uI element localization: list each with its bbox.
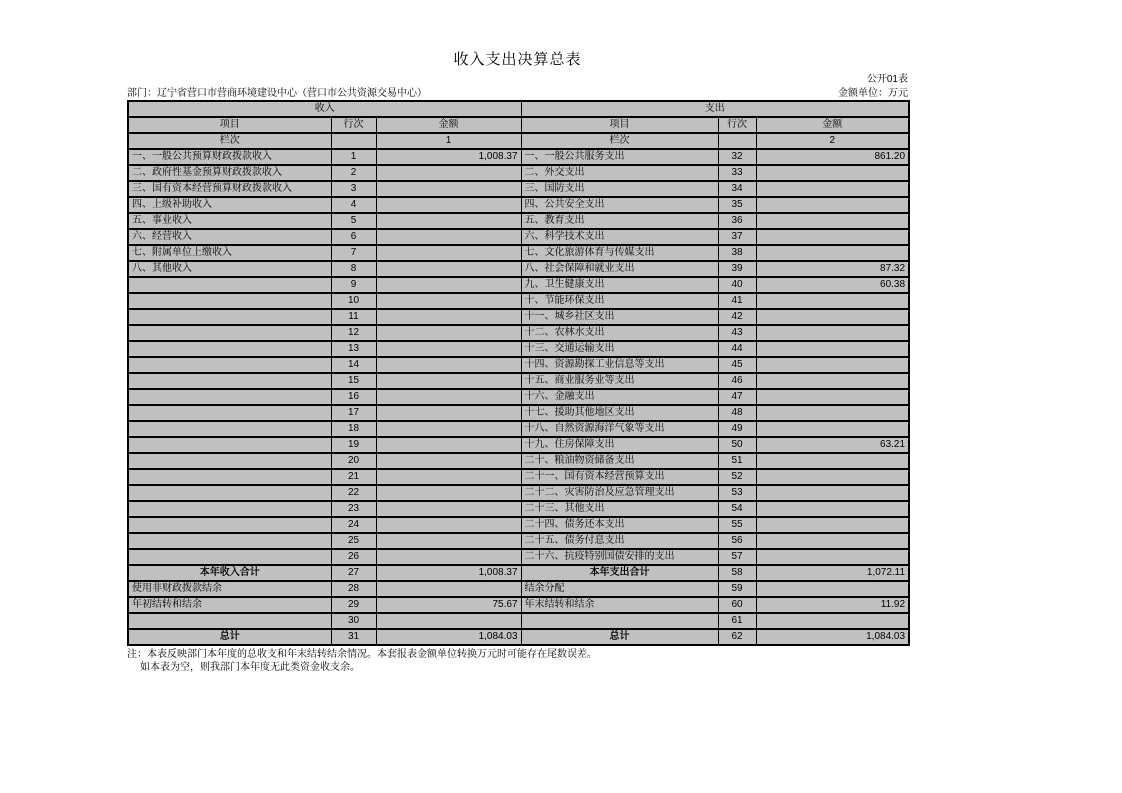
income-amount-cell xyxy=(376,261,521,277)
income-line-cell: 26 xyxy=(331,549,376,565)
table-row xyxy=(128,565,909,581)
table-row xyxy=(128,181,909,197)
expense-amount-cell: 63.21 xyxy=(756,437,909,453)
income-amount-cell xyxy=(376,613,521,629)
income-amount-cell: 75.67 xyxy=(376,597,521,613)
income-line-cell: 3 xyxy=(331,181,376,197)
expense-item-cell: 十六、金融支出 xyxy=(521,389,718,405)
income-line-cell: 23 xyxy=(331,501,376,517)
expense-item-cell: 二、外交支出 xyxy=(521,165,718,181)
table-row xyxy=(128,309,909,325)
expense-amount-cell xyxy=(756,421,909,437)
section-header-row xyxy=(128,101,909,117)
expense-amount-cell: 11.92 xyxy=(756,597,909,613)
income-line-cell: 22 xyxy=(331,485,376,501)
income-item-cell: 本年收入合计 xyxy=(128,565,331,581)
income-line-cell: 18 xyxy=(331,421,376,437)
expense-line-cell: 49 xyxy=(718,421,756,437)
table-row xyxy=(128,197,909,213)
income-item-cell xyxy=(128,501,331,517)
income-line-cell: 25 xyxy=(331,533,376,549)
income-index-label: 栏次 xyxy=(128,133,331,149)
income-line-cell: 12 xyxy=(331,325,376,341)
expense-line-cell: 62 xyxy=(718,629,756,645)
expense-line-cell: 55 xyxy=(718,517,756,533)
expense-amount-cell xyxy=(756,533,909,549)
income-column-index: 1 xyxy=(376,133,521,149)
expense-line-cell: 40 xyxy=(718,277,756,293)
income-item-cell: 使用非财政拨款结余 xyxy=(128,581,331,597)
income-item-cell xyxy=(128,437,331,453)
table-row xyxy=(128,469,909,485)
expense-item-cell: 九、卫生健康支出 xyxy=(521,277,718,293)
column-index-row xyxy=(128,133,909,149)
expense-item-cell: 五、教育支出 xyxy=(521,213,718,229)
income-line-cell: 6 xyxy=(331,229,376,245)
income-amount-cell xyxy=(376,501,521,517)
expense-line-cell: 38 xyxy=(718,245,756,261)
expense-line-cell: 35 xyxy=(718,197,756,213)
table-row xyxy=(128,389,909,405)
income-amount-cell xyxy=(376,469,521,485)
column-header-row xyxy=(128,117,909,133)
income-item-cell xyxy=(128,405,331,421)
footnotes xyxy=(127,648,908,674)
expense-item-cell: 十二、农林水支出 xyxy=(521,325,718,341)
income-item-cell: 三、国有资本经营预算财政拨款收入 xyxy=(128,181,331,197)
expense-line-cell: 59 xyxy=(718,581,756,597)
income-amount-cell xyxy=(376,373,521,389)
expense-line-cell: 42 xyxy=(718,309,756,325)
expense-amount-cell xyxy=(756,165,909,181)
table-row xyxy=(128,533,909,549)
expense-amount-cell xyxy=(756,341,909,357)
table-row xyxy=(128,357,909,373)
income-line-cell: 8 xyxy=(331,261,376,277)
expense-item-cell: 一、一般公共服务支出 xyxy=(521,149,718,165)
income-amount-cell xyxy=(376,277,521,293)
income-item-cell: 五、事业收入 xyxy=(128,213,331,229)
income-line-cell: 24 xyxy=(331,517,376,533)
income-line-cell: 5 xyxy=(331,213,376,229)
table-row xyxy=(128,293,909,309)
expense-amount-cell xyxy=(756,613,909,629)
note-line-1: 注：本表反映部门本年度的总收支和年末结转结余情况。本套报表金额单位转换万元时可能存在尾数误差。 xyxy=(127,649,597,660)
income-item-cell xyxy=(128,373,331,389)
expense-line-cell: 32 xyxy=(718,149,756,165)
table-row xyxy=(128,613,909,629)
income-item-cell: 一、一般公共预算财政拨款收入 xyxy=(128,149,331,165)
income-item-cell: 八、其他收入 xyxy=(128,261,331,277)
expense-item-cell: 十八、自然资源海洋气象等支出 xyxy=(521,421,718,437)
income-item-cell xyxy=(128,309,331,325)
page-title: 收入支出决算总表 xyxy=(453,51,582,68)
income-amount-cell xyxy=(376,309,521,325)
expense-amount-cell xyxy=(756,309,909,325)
expense-item-cell: 二十、粮油物资储备支出 xyxy=(521,453,718,469)
expense-amount-header: 金额 xyxy=(756,117,909,133)
income-line-cell: 14 xyxy=(331,357,376,373)
income-amount-cell xyxy=(376,437,521,453)
table-row xyxy=(128,405,909,421)
income-line-cell: 29 xyxy=(331,597,376,613)
table-row xyxy=(128,325,909,341)
expense-section-header: 支出 xyxy=(521,101,909,117)
income-line-cell: 30 xyxy=(331,613,376,629)
income-amount-cell xyxy=(376,229,521,245)
table-row xyxy=(128,581,909,597)
income-item-cell xyxy=(128,469,331,485)
expense-line-cell: 60 xyxy=(718,597,756,613)
income-amount-cell xyxy=(376,389,521,405)
table-row xyxy=(128,229,909,245)
income-line-cell: 11 xyxy=(331,309,376,325)
expense-line-cell: 47 xyxy=(718,389,756,405)
expense-item-cell: 十、节能环保支出 xyxy=(521,293,718,309)
expense-item-cell: 十五、商业服务业等支出 xyxy=(521,373,718,389)
income-amount-cell xyxy=(376,181,521,197)
table-row xyxy=(128,341,909,357)
expense-item-cell: 二十六、抗疫特别国债安排的支出 xyxy=(521,549,718,565)
income-item-cell: 二、政府性基金预算财政拨款收入 xyxy=(128,165,331,181)
income-item-cell: 六、经营收入 xyxy=(128,229,331,245)
expense-amount-cell: 861.20 xyxy=(756,149,909,165)
expense-amount-cell: 60.38 xyxy=(756,277,909,293)
expense-line-cell: 50 xyxy=(718,437,756,453)
income-item-cell xyxy=(128,613,331,629)
income-amount-cell: 1,084.03 xyxy=(376,629,521,645)
expense-line-cell: 39 xyxy=(718,261,756,277)
expense-line-cell: 52 xyxy=(718,469,756,485)
income-section-header: 收入 xyxy=(128,101,521,117)
expense-amount-cell: 1,084.03 xyxy=(756,629,909,645)
expense-amount-cell xyxy=(756,181,909,197)
income-line-cell: 16 xyxy=(331,389,376,405)
income-item-cell xyxy=(128,453,331,469)
expense-index-label: 栏次 xyxy=(521,133,718,149)
expense-amount-cell xyxy=(756,405,909,421)
income-line-header: 行次 xyxy=(331,117,376,133)
income-line-cell: 9 xyxy=(331,277,376,293)
income-amount-cell xyxy=(376,421,521,437)
department-label: 部门：辽宁省营口市营商环境建设中心（营口市公共资源交易中心） xyxy=(127,88,427,99)
budget-summary-table xyxy=(127,100,910,646)
expense-line-cell: 46 xyxy=(718,373,756,389)
income-amount-cell xyxy=(376,453,521,469)
expense-amount-cell xyxy=(756,293,909,309)
income-line-cell: 15 xyxy=(331,373,376,389)
income-line-cell: 27 xyxy=(331,565,376,581)
income-amount-cell xyxy=(376,517,521,533)
income-amount-cell xyxy=(376,213,521,229)
expense-amount-cell xyxy=(756,517,909,533)
income-item-cell xyxy=(128,421,331,437)
income-item-cell xyxy=(128,277,331,293)
expense-item-cell: 二十一、国有资本经营预算支出 xyxy=(521,469,718,485)
expense-item-cell: 三、国防支出 xyxy=(521,181,718,197)
income-item-cell xyxy=(128,549,331,565)
expense-line-cell: 54 xyxy=(718,501,756,517)
expense-line-cell: 58 xyxy=(718,565,756,581)
expense-item-cell xyxy=(521,613,718,629)
income-amount-cell xyxy=(376,357,521,373)
table-row xyxy=(128,629,909,645)
table-row xyxy=(128,149,909,165)
income-line-cell: 2 xyxy=(331,165,376,181)
unit-label: 金额单位：万元 xyxy=(838,88,908,99)
expense-amount-cell xyxy=(756,389,909,405)
expense-line-cell: 33 xyxy=(718,165,756,181)
expense-column-index: 2 xyxy=(756,133,909,149)
income-amount-cell xyxy=(376,581,521,597)
table-code: 公开01表 xyxy=(866,74,908,85)
income-item-cell xyxy=(128,533,331,549)
expense-item-header: 项目 xyxy=(521,117,718,133)
expense-amount-cell xyxy=(756,581,909,597)
expense-line-cell: 44 xyxy=(718,341,756,357)
expense-line-cell: 43 xyxy=(718,325,756,341)
expense-item-cell: 十七、援助其他地区支出 xyxy=(521,405,718,421)
income-amount-cell: 1,008.37 xyxy=(376,565,521,581)
expense-line-header: 行次 xyxy=(718,117,756,133)
table-row xyxy=(128,501,909,517)
expense-line-cell: 34 xyxy=(718,181,756,197)
income-item-header: 项目 xyxy=(128,117,331,133)
expense-item-cell: 二十四、债务还本支出 xyxy=(521,517,718,533)
expense-index-blank xyxy=(718,133,756,149)
income-amount-cell: 1,008.37 xyxy=(376,149,521,165)
expense-item-cell: 八、社会保障和就业支出 xyxy=(521,261,718,277)
expense-item-cell: 二十五、债务付息支出 xyxy=(521,533,718,549)
expense-amount-cell xyxy=(756,197,909,213)
income-amount-cell xyxy=(376,197,521,213)
income-line-cell: 31 xyxy=(331,629,376,645)
income-item-cell xyxy=(128,517,331,533)
expense-item-cell: 总计 xyxy=(521,629,718,645)
income-amount-cell xyxy=(376,341,521,357)
expense-item-cell: 十一、城乡社区支出 xyxy=(521,309,718,325)
expense-line-cell: 36 xyxy=(718,213,756,229)
expense-item-cell: 十九、住房保障支出 xyxy=(521,437,718,453)
income-line-cell: 1 xyxy=(331,149,376,165)
table-row xyxy=(128,277,909,293)
expense-amount-cell: 87.32 xyxy=(756,261,909,277)
expense-amount-cell: 1,072.11 xyxy=(756,565,909,581)
income-line-cell: 28 xyxy=(331,581,376,597)
expense-amount-cell xyxy=(756,469,909,485)
expense-item-cell: 七、文化旅游体育与传媒支出 xyxy=(521,245,718,261)
note-line-2: 如本表为空，则我部门本年度无此类资金收支余。 xyxy=(140,662,360,673)
expense-amount-cell xyxy=(756,357,909,373)
income-item-cell xyxy=(128,485,331,501)
expense-item-cell: 二十三、其他支出 xyxy=(521,501,718,517)
expense-item-cell: 四、公共安全支出 xyxy=(521,197,718,213)
expense-line-cell: 57 xyxy=(718,549,756,565)
expense-amount-cell xyxy=(756,245,909,261)
income-line-cell: 13 xyxy=(331,341,376,357)
income-amount-cell xyxy=(376,293,521,309)
table-row xyxy=(128,485,909,501)
meta-line xyxy=(127,87,908,100)
expense-amount-cell xyxy=(756,485,909,501)
table-row xyxy=(128,421,909,437)
expense-item-cell: 六、科学技术支出 xyxy=(521,229,718,245)
income-line-cell: 17 xyxy=(331,405,376,421)
income-item-cell: 四、上级补助收入 xyxy=(128,197,331,213)
income-item-cell xyxy=(128,325,331,341)
expense-amount-cell xyxy=(756,213,909,229)
expense-amount-cell xyxy=(756,501,909,517)
table-row xyxy=(128,373,909,389)
table-row xyxy=(128,453,909,469)
expense-line-cell: 53 xyxy=(718,485,756,501)
expense-line-cell: 51 xyxy=(718,453,756,469)
expense-item-cell: 年末结转和结余 xyxy=(521,597,718,613)
expense-amount-cell xyxy=(756,453,909,469)
table-row xyxy=(128,517,909,533)
expense-item-cell: 本年支出合计 xyxy=(521,565,718,581)
income-line-cell: 20 xyxy=(331,453,376,469)
income-line-cell: 19 xyxy=(331,437,376,453)
income-line-cell: 7 xyxy=(331,245,376,261)
expense-line-cell: 45 xyxy=(718,357,756,373)
table-row xyxy=(128,261,909,277)
income-item-cell: 年初结转和结余 xyxy=(128,597,331,613)
table-row xyxy=(128,213,909,229)
table-row xyxy=(128,437,909,453)
expense-item-cell: 二十二、灾害防治及应急管理支出 xyxy=(521,485,718,501)
expense-amount-cell xyxy=(756,229,909,245)
expense-item-cell: 十三、交通运输支出 xyxy=(521,341,718,357)
income-amount-cell xyxy=(376,325,521,341)
expense-line-cell: 56 xyxy=(718,533,756,549)
income-item-cell: 七、附属单位上缴收入 xyxy=(128,245,331,261)
expense-amount-cell xyxy=(756,373,909,389)
income-amount-cell xyxy=(376,533,521,549)
income-amount-cell xyxy=(376,165,521,181)
income-item-cell xyxy=(128,389,331,405)
income-amount-cell xyxy=(376,549,521,565)
table-row xyxy=(128,165,909,181)
income-line-cell: 4 xyxy=(331,197,376,213)
income-item-cell: 总计 xyxy=(128,629,331,645)
expense-amount-cell xyxy=(756,549,909,565)
income-item-cell xyxy=(128,341,331,357)
income-item-cell xyxy=(128,357,331,373)
income-line-cell: 21 xyxy=(331,469,376,485)
report-sheet xyxy=(127,0,908,674)
expense-line-cell: 41 xyxy=(718,293,756,309)
table-row xyxy=(128,597,909,613)
income-amount-cell xyxy=(376,245,521,261)
expense-line-cell: 61 xyxy=(718,613,756,629)
expense-item-cell: 结余分配 xyxy=(521,581,718,597)
income-index-blank xyxy=(331,133,376,149)
table-row xyxy=(128,549,909,565)
table-row xyxy=(128,245,909,261)
expense-line-cell: 48 xyxy=(718,405,756,421)
expense-amount-cell xyxy=(756,325,909,341)
income-amount-cell xyxy=(376,405,521,421)
income-amount-cell xyxy=(376,485,521,501)
expense-item-cell: 十四、资源勘探工业信息等支出 xyxy=(521,357,718,373)
income-amount-header: 金额 xyxy=(376,117,521,133)
income-line-cell: 10 xyxy=(331,293,376,309)
income-item-cell xyxy=(128,293,331,309)
expense-line-cell: 37 xyxy=(718,229,756,245)
